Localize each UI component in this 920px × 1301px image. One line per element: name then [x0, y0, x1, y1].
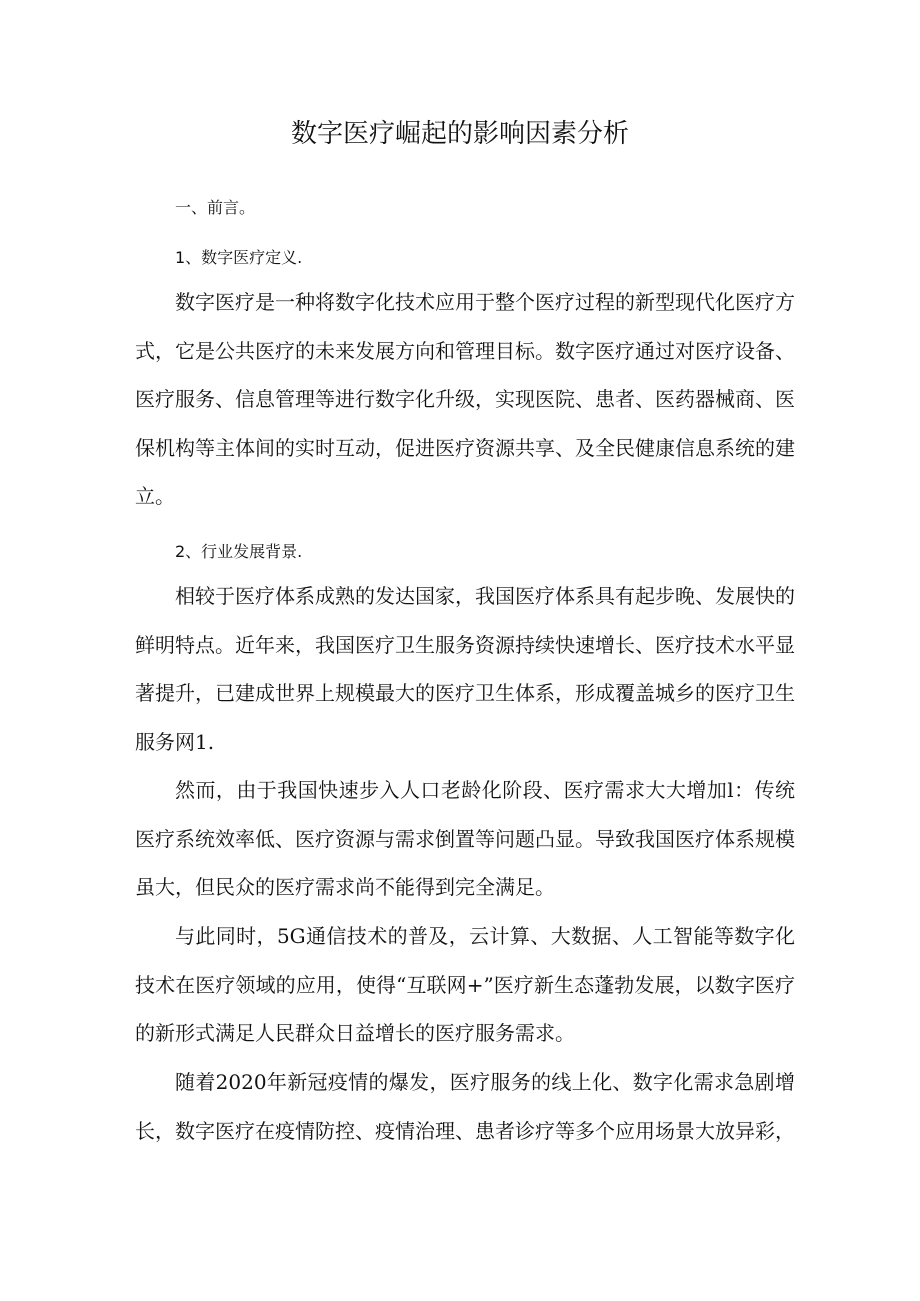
paragraph-background-4: 随着2020年新冠疫情的爆发，医疗服务的线上化、数字化需求急剧增长，数字医疗在疫情防控、疫情治理、患者诊疗等多个应用场景大放异彩，: [135, 1070, 795, 1143]
subsection-heading-background: 2、行业发展背景.: [175, 542, 303, 561]
document-title: 数字医疗崛起的影响因素分析: [290, 119, 629, 149]
subsection-heading-definition: 1、数字医疗定义.: [175, 248, 303, 267]
paragraph-background-1: 相较于医疗体系成熟的发达国家，我国医疗体系具有起步晚、发展快的鲜明特点。近年来，我国医疗卫生服务资源持续快速增长、医疗技术水平显著提升，已建成世界上规模最大的医疗卫生体系，形成覆盖城乡的医疗卫生服务网1.: [135, 584, 795, 754]
paragraph-background-3: 与此同时，5G通信技术的普及，云计算、大数据、人工智能等数字化技术在医疗领域的应用，使得“互联网+”医疗新生态蓬勃发展，以数字医疗的新形式满足人民群众日益增长的医疗服务需求。: [135, 924, 795, 1046]
section-heading-preface: 一、前言。: [175, 198, 256, 217]
paragraph-definition: 数字医疗是一种将数字化技术应用于整个医疗过程的新型现代化医疗方式，它是公共医疗的未来发展方向和管理目标。数字医疗通过对医疗设备、医疗服务、信息管理等进行数字化升级，实现医院、患者、医药器械商、医保机构等主体间的实时互动，促进医疗资源共享、及全民健康信息系统的建立。: [135, 290, 795, 509]
paragraph-background-2: 然而，由于我国快速步入人口老龄化阶段、医疗需求大大增加l：传统医疗系统效率低、医疗资源与需求倒置等问题凸显。导致我国医疗体系规模虽大，但民众的医疗需求尚不能得到完全满足。: [135, 778, 795, 900]
